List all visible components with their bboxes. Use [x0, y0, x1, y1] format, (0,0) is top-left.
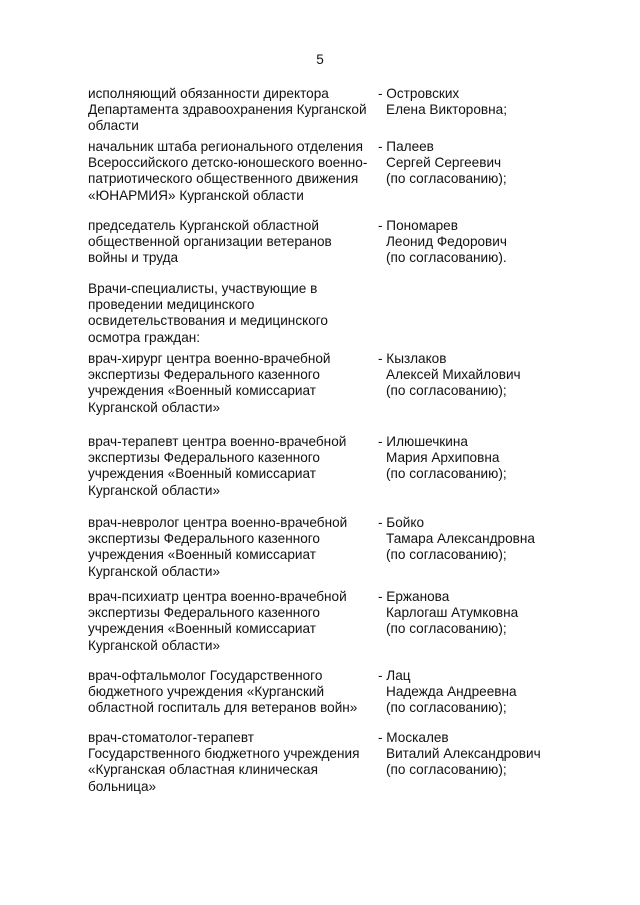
doctor-position: врач-хирург центра военно-врачебной экспертизы Федерального казенного учреждения «Военный комиссариат Курганской области» [88, 351, 331, 415]
doctor-position: врач-офтальмолог Государственного бюджетного учреждения «Курганский областной госпиталь для ветеранов войн» [88, 668, 358, 716]
member-note: (по согласованию). [386, 250, 507, 266]
page-number: 5 [316, 52, 324, 67]
doctor-given-names: Виталий Александрович [386, 746, 541, 762]
doctor-surname: - Лац [378, 668, 411, 683]
member-surname: - Пономарев [378, 218, 458, 233]
member-note: (по согласованию); [386, 171, 507, 187]
doctor-note: (по согласованию); [386, 762, 507, 778]
member-surname: - Островских [378, 86, 460, 101]
member-name [378, 139, 553, 188]
doctor-name [378, 351, 553, 400]
section-heading: Врачи-специалисты, участвующие в проведении медицинского освидетельствования и медицинского осмотра граждан: [88, 281, 328, 345]
member-given-names: Сергей Сергеевич [386, 155, 502, 171]
doctor-surname: - Ержанова [378, 589, 450, 604]
doctor-given-names: Тамара Александровна [386, 531, 535, 547]
doctor-position: врач-психиатр центра военно-врачебной экспертизы Федерального казенного учреждения «Военный комиссариат Курганской области» [88, 589, 347, 653]
doctor-given-names: Надежда Андреевна [386, 684, 517, 700]
doctor-name [378, 434, 553, 483]
member-given-names: Леонид Федорович [386, 234, 507, 250]
doctor-surname: - Бойко [378, 515, 425, 530]
member-given-names: Елена Викторовна; [386, 102, 507, 118]
doctor-note: (по согласованию); [386, 383, 507, 399]
doctor-position: врач-невролог центра военно-врачебной экспертизы Федерального казенного учреждения «Военный комиссариат Курганской области» [88, 515, 348, 579]
doctor-given-names: Алексей Михайлович [386, 367, 521, 383]
doctor-given-names: Мария Архиповна [386, 450, 500, 466]
doctor-surname: - Кызлаков [378, 351, 447, 366]
doctor-note: (по согласованию); [386, 547, 507, 563]
member-position: председатель Курганской областной общественной организации ветеранов войны и труда [88, 218, 332, 266]
member-position: начальник штаба регионального отделения Всероссийского детско-юношеского военно- патриотического общественного движения «ЮНАРМИЯ» Курганской области [88, 139, 368, 203]
member-name [378, 218, 553, 267]
member-name [378, 86, 553, 118]
doctor-name [378, 515, 553, 564]
doctor-name [378, 668, 553, 717]
member-surname: - Палеев [378, 139, 434, 154]
doctor-name [378, 589, 553, 638]
doctor-surname: - Илюшечкина [378, 434, 468, 449]
doctor-note: (по согласованию); [386, 621, 507, 637]
doctor-position: врач-стоматолог-терапевт Государственного бюджетного учреждения «Курганская областная клиническая больница» [88, 730, 360, 794]
doctor-given-names: Карлогаш Атумковна [386, 605, 519, 621]
doctor-note: (по согласованию); [386, 700, 507, 716]
member-position: исполняющий обязанности директора Департамента здравоохранения Курганской области [88, 86, 367, 134]
doctor-name [378, 730, 553, 779]
doctor-surname: - Москалев [378, 730, 449, 745]
doctor-note: (по согласованию); [386, 466, 507, 482]
doctor-position: врач-терапевт центра военно-врачебной экспертизы Федерального казенного учреждения «Военный комиссариат Курганской области» [88, 434, 347, 498]
